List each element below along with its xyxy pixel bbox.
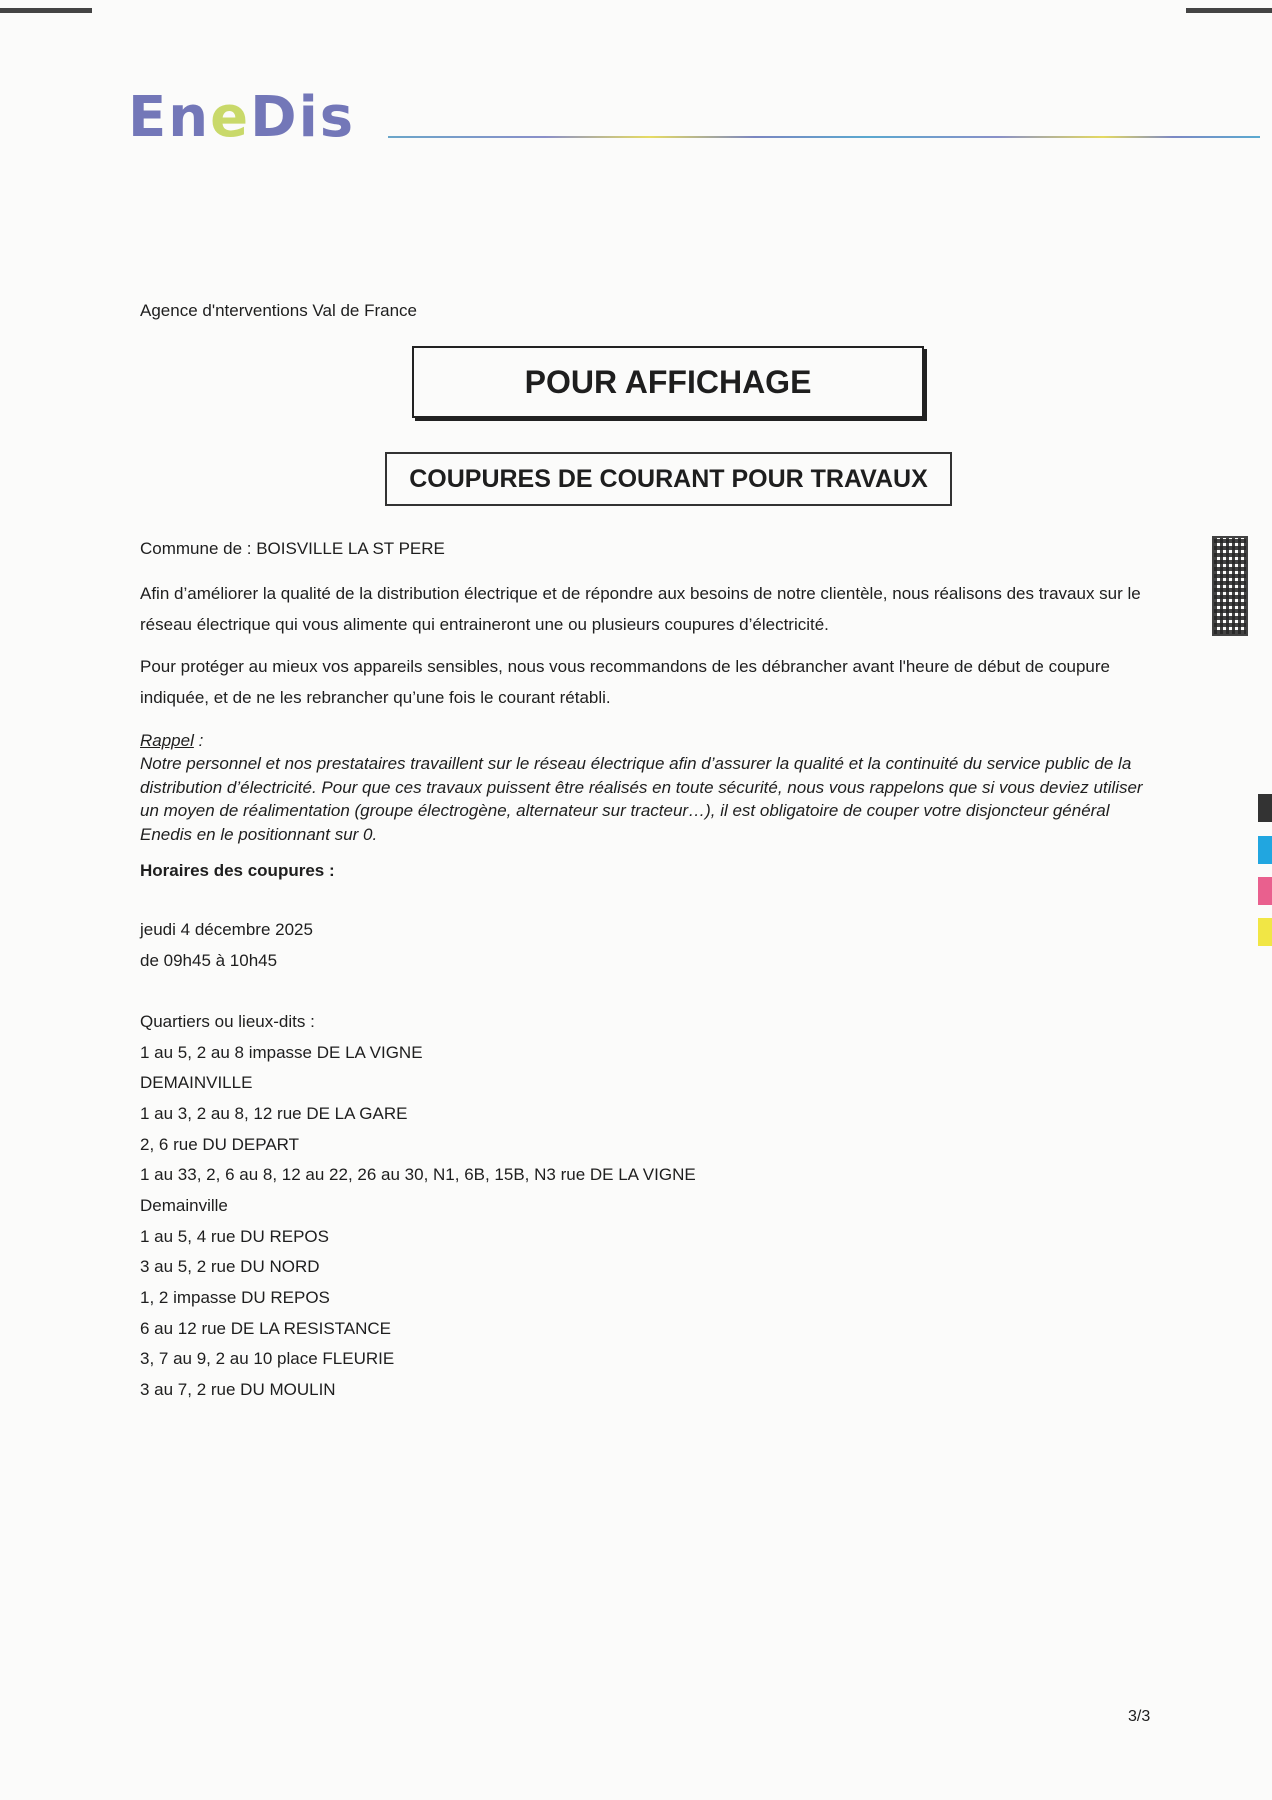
agency-name: Agence d'nterventions Val de France	[140, 301, 417, 320]
location-item: 3 au 5, 2 rue DU NORD	[140, 1257, 320, 1276]
title-sub-box	[385, 452, 952, 506]
location-item: 1, 2 impasse DU REPOS	[140, 1288, 330, 1307]
title-sub: COUPURES DE COURANT POUR TRAVAUX	[409, 464, 928, 493]
rappel-text: Notre personnel et nos prestataires travaillent sur le réseau électrique afin d’assurer la qualité et la continuité du service public de la distribution d’électricité. Pour que ces travaux puissent être réalisés en toute sécurité, nous vous rappelons que si vous deviez utiliser un moyen de réalimentation (groupe électrogène, alternateur sur tracteur…), il est obligatoire de couper votre disjoncteur général Enedis en le positionnant sur 0.	[140, 754, 1143, 844]
schedule-time: de 09h45 à 10h45	[140, 951, 278, 970]
crop-mark-right	[1186, 8, 1272, 13]
commune-line: Commune de : BOISVILLE LA ST PERE	[140, 539, 445, 558]
color-swatch-yellow	[1258, 918, 1272, 946]
page-number: 3/3	[1128, 1708, 1151, 1725]
color-swatch-magenta	[1258, 877, 1272, 905]
location-item: 1 au 5, 4 rue DU REPOS	[140, 1227, 329, 1246]
title-main: POUR AFFICHAGE	[524, 363, 812, 400]
location-item: 1 au 33, 2, 6 au 8, 12 au 22, 26 au 30, N1, 6B, 15B, N3 rue DE LA VIGNE	[140, 1165, 696, 1184]
location-item: 1 au 5, 2 au 8 impasse DE LA VIGNE	[140, 1043, 423, 1062]
rappel-heading: Rappel :	[140, 731, 204, 750]
location-item: 6 au 12 rue DE LA RESISTANCE	[140, 1319, 392, 1338]
schedule-date: jeudi 4 décembre 2025	[140, 920, 313, 939]
location-item: 2, 6 rue DU DEPART	[140, 1135, 300, 1154]
location-item: 3, 7 au 9, 2 au 10 place FLEURIE	[140, 1349, 395, 1368]
location-item: DEMAINVILLE	[140, 1073, 253, 1092]
intro-paragraph: Afin d’améliorer la qualité de la distribution électrique et de répondre aux besoins de notre clientèle, nous réalisons des travaux sur le réseau électrique qui vous alimente qui entraineront une ou plusieurs coupures d’électricité.	[140, 584, 1141, 634]
color-swatch-cyan	[1258, 836, 1272, 864]
enedis-logo: EneDis	[128, 85, 356, 150]
schedule-heading: Horaires des coupures :	[140, 861, 335, 880]
crop-mark-left	[0, 8, 92, 13]
location-item: 3 au 7, 2 rue DU MOULIN	[140, 1380, 336, 1399]
location-item: Demainville	[140, 1196, 228, 1215]
logo-divider-line	[388, 136, 1260, 138]
color-swatch-black	[1258, 794, 1272, 822]
locations-heading: Quartiers ou lieux-dits :	[140, 1012, 315, 1031]
advice-paragraph: Pour protéger au mieux vos appareils sensibles, nous vous recommandons de les débrancher avant l'heure de début de coupure indiquée, et de ne les rebrancher qu’une fois le courant rétabli.	[140, 657, 1111, 707]
title-main-box	[412, 346, 924, 418]
location-item: 1 au 3, 2 au 8, 12 rue DE LA GARE	[140, 1104, 408, 1123]
datamatrix-code	[1212, 536, 1248, 636]
